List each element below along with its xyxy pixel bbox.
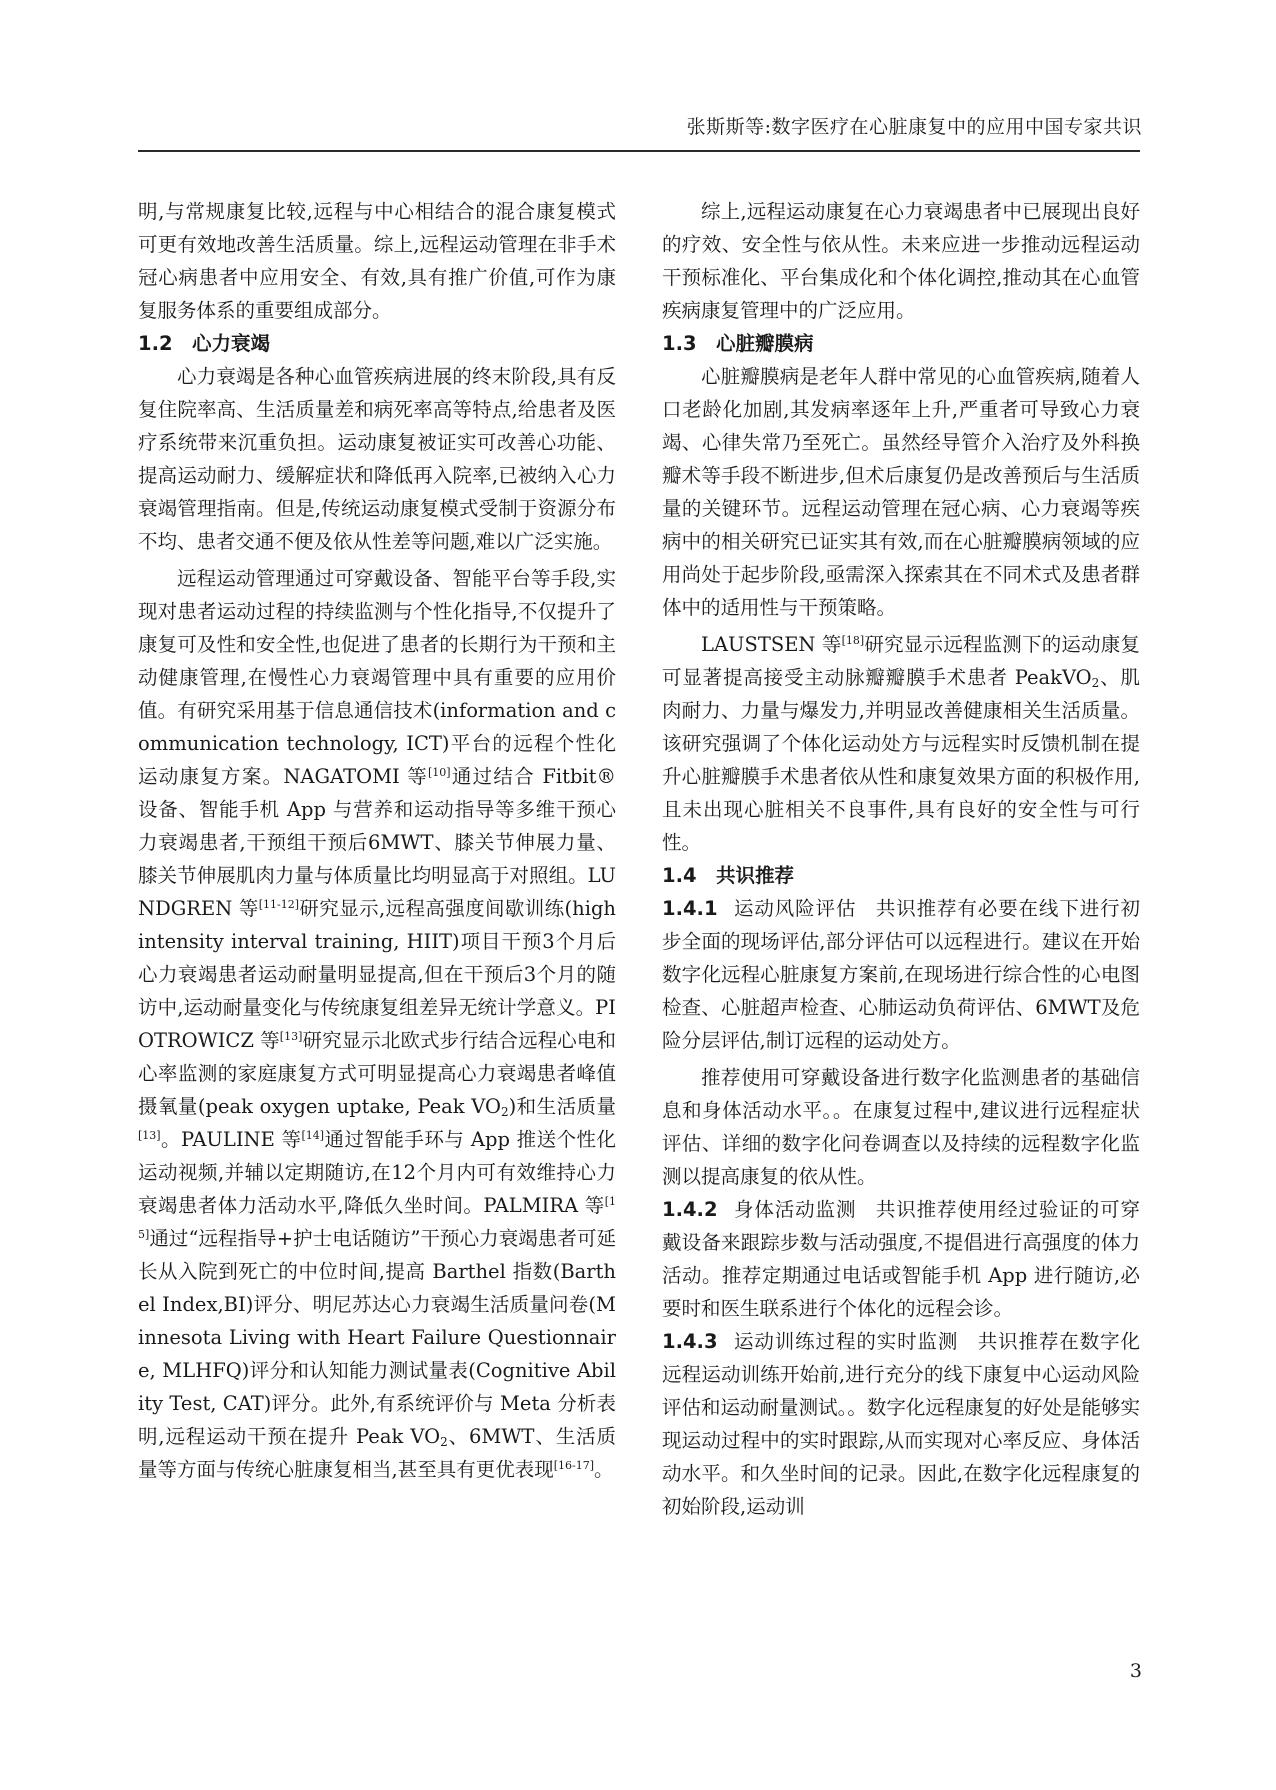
text-run: 通过结合 Fitbit®设备、智能手机 App 与营养和运动指导等多维干预心力衰竭患者,干预组干预后6MWT、膝关节伸展力量、膝关节伸展肌肉力量与体质量比均明显高于对照组。LUNDGREN 等 (138, 765, 616, 920)
paragraph-monitoring: 推荐使用可穿戴设备进行数字化监测患者的基础信息和身体活动水平。。在康复过程中,建议进行远程症状评估、详细的数字化问卷调查以及持续的远程数字化监测以提高康复的依从性。 (662, 1066, 1140, 1188)
subsection-1-4-2 (662, 1193, 1140, 1325)
paragraph-valvular-2 (662, 628, 1140, 859)
text-run: 远程运动管理通过可穿戴设备、智能平台等手段,实现对患者运动过程的持续监测与个性化指导,不仅提升了康复可及性和安全性,也促进了患者的长期行为干预和主动健康管理,在慢性心力衰竭管理中具有重要的应用价值。有研究采用基于信息通信技术(information and communication technology, ICT)平台的远程个性化运动康复方案。NAGATOMI 等 (138, 567, 616, 788)
subsection-1-4-3 (662, 1325, 1140, 1523)
paragraph-valvular-1: 心脏瓣膜病是老年人群中常见的心血管疾病,随着人口老龄化加剧,其发病率逐年上升,严重者可导致心力衰竭、心律失常乃至死亡。虽然经导管介入治疗及外科换瓣术等手段不断进步,但术后康复仍是改善预后与生活质量的关键环节。远程运动管理在冠心病、心力衰竭等疾病中的相关研究已证实其有效,而在心脏瓣膜病领域的应用尚处于起步阶段,亟需深入探索其在不同术式及患者群体中的适用性与干预策略。 (662, 365, 1140, 619)
subscript: 2 (1091, 676, 1100, 690)
paragraph-summary: 综上,远程运动康复在心力衰竭患者中已展现出良好的疗效、安全性与依从性。未来应进一步推动远程运动干预标准化、平台集成化和个体化调控,推动其在心血管疾病康复管理中的广泛应用。 (662, 200, 1140, 322)
section-heading-1-2 (138, 327, 616, 360)
subsection-title: 运动风险评估 (733, 897, 857, 920)
subscript: 2 (440, 1435, 448, 1449)
text-run: LAUSTSEN 等 (701, 633, 842, 656)
text-run: 。PAULINE 等 (160, 1128, 302, 1151)
section-title: 共识推荐 (716, 864, 795, 887)
citation: [16-17] (553, 1459, 594, 1472)
left-column (138, 195, 616, 1486)
subsection-text: 共识推荐在数字化远程运动训练开始前,进行充分的线下康复中心运动风险评估和运动耐量测试。。数字化远程康复的好处是能够实现运动过程中的实时跟踪,从而实现对心率反应、身体活动水平。和久坐时间的记录。因此,在数字化远程康复的初始阶段,运动训 (662, 1330, 1140, 1518)
running-header: 张斯斯等:数字医疗在心脏康复中的应用中国专家共识 (686, 116, 1142, 138)
section-number: 1.3 (662, 332, 697, 355)
citation: [15] (138, 1195, 616, 1241)
citation: [14] (301, 1129, 325, 1142)
citation: [10] (427, 766, 451, 779)
section-title: 心脏瓣膜病 (716, 332, 814, 355)
subsection-text: 共识推荐使用经过验证的可穿戴设备来跟踪步数与活动强度,不提倡进行高强度的体力活动。推荐定期通过电话或智能手机 App 进行随访,必要时和医生联系进行个体化的远程会诊。 (662, 1198, 1140, 1320)
subsection-text: 共识推荐有必要在线下进行初步全面的现场评估,部分评估可以远程进行。建议在开始数字化远程心脏康复方案前,在现场进行综合性的心电图检查、心脏超声检查、心肺运动负荷评估、6MWT及危险分层评估,制订远程的运动处方。 (662, 897, 1140, 1052)
section-title: 心力衰竭 (192, 332, 271, 355)
text-run: 。 (594, 1458, 614, 1481)
paragraph-intro: 明,与常规康复比较,远程与中心相结合的混合康复模式可更有效地改善生活质量。综上,远程运动管理在非手术冠心病患者中应用安全、有效,具有推广价值,可作为康复服务体系的重要组成部分。 (138, 200, 616, 322)
subsection-title: 身体活动监测 (733, 1198, 857, 1221)
text-run: 通过智能手环与 App 推送个性化运动视频,并辅以定期随访,在12个月内可有效维持心力衰竭患者体力活动水平,降低久坐时间。PALMIRA 等 (138, 1128, 616, 1217)
subsection-title: 运动训练过程的实时监测 (733, 1330, 959, 1353)
subsection-number: 1.4.3 (662, 1330, 718, 1353)
paragraph-heart-failure-1: 心力衰竭是各种心血管疾病进展的终末阶段,具有反复住院率高、生活质量差和病死率高等特点,给患者及医疗系统带来沉重负担。运动康复被证实可改善心功能、提高运动耐力、缓解症状和降低再入院率,已被纳入心力衰竭管理指南。但是,传统运动康复模式受制于资源分布不均、患者交通不便及依从性差等问题,难以广泛实施。 (138, 365, 616, 553)
subscript: 2 (500, 1105, 509, 1119)
citation: [13] (279, 1030, 303, 1043)
section-number: 1.2 (138, 332, 173, 355)
citation: [18] (841, 634, 865, 647)
text-run: 、6MWT、生活质量等方面与传统心脏康复相当,甚至具有更优表现 (138, 1425, 616, 1481)
paragraph-heart-failure-2 (138, 562, 616, 1486)
citation: [13] (138, 1129, 161, 1142)
text-run: 研究显示北欧式步行结合远程心电和心率监测的家庭康复方式可明显提高心力衰竭患者峰值摄氧量(peak oxygen uptake, Peak VO (138, 1029, 616, 1118)
subsection-1-4-1 (662, 892, 1140, 1057)
text-run: )和生活质量 (508, 1095, 617, 1118)
text-run: 研究显示远程监测下的运动康复可显著提高接受主动脉瓣瓣膜手术患者 PeakVO (662, 633, 1140, 689)
text-run: 研究显示,远程高强度间歇训练(high intensity interval training, HIIT)项目干预3个月后心力衰竭患者运动耐量明显提高,但在干预后3个月的随访中,运动耐量变化与传统康复组差异无统计学意义。PIOTROWICZ 等 (138, 897, 616, 1052)
section-heading-1-3 (662, 327, 1140, 360)
text-run: 通过“远程指导+护士电话随访”干预心力衰竭患者可延长从入院到死亡的中位时间,提高 Barthel 指数(Barthel Index,BI)评分、明尼苏达心力衰竭生活质量问卷(Minnesota Living with Heart Failure Questionnaire, MLHFQ)评分和认知能力测试量表(Cognitive Ability Test, CAT)评分。此外,有系统评价与 Meta 分析表明,远程运动干预在提升 Peak VO (138, 1227, 616, 1448)
right-column (662, 195, 1140, 1523)
citation: [11-12] (258, 898, 300, 911)
section-heading-1-4 (662, 859, 1140, 892)
page-number: 3 (1129, 1660, 1142, 1682)
text-run: 、肌肉耐力、力量与爆发力,并明显改善健康相关生活质量。该研究强调了个体化运动处方与远程实时反馈机制在提升心脏瓣膜手术患者依从性和康复效果方面的积极作用,且未出现心脏相关不良事件,具有良好的安全性与可行性。 (662, 666, 1140, 854)
section-number: 1.4 (662, 864, 697, 887)
subsection-number: 1.4.2 (662, 1198, 718, 1221)
header-rule (138, 150, 1140, 152)
subsection-number: 1.4.1 (662, 897, 718, 920)
